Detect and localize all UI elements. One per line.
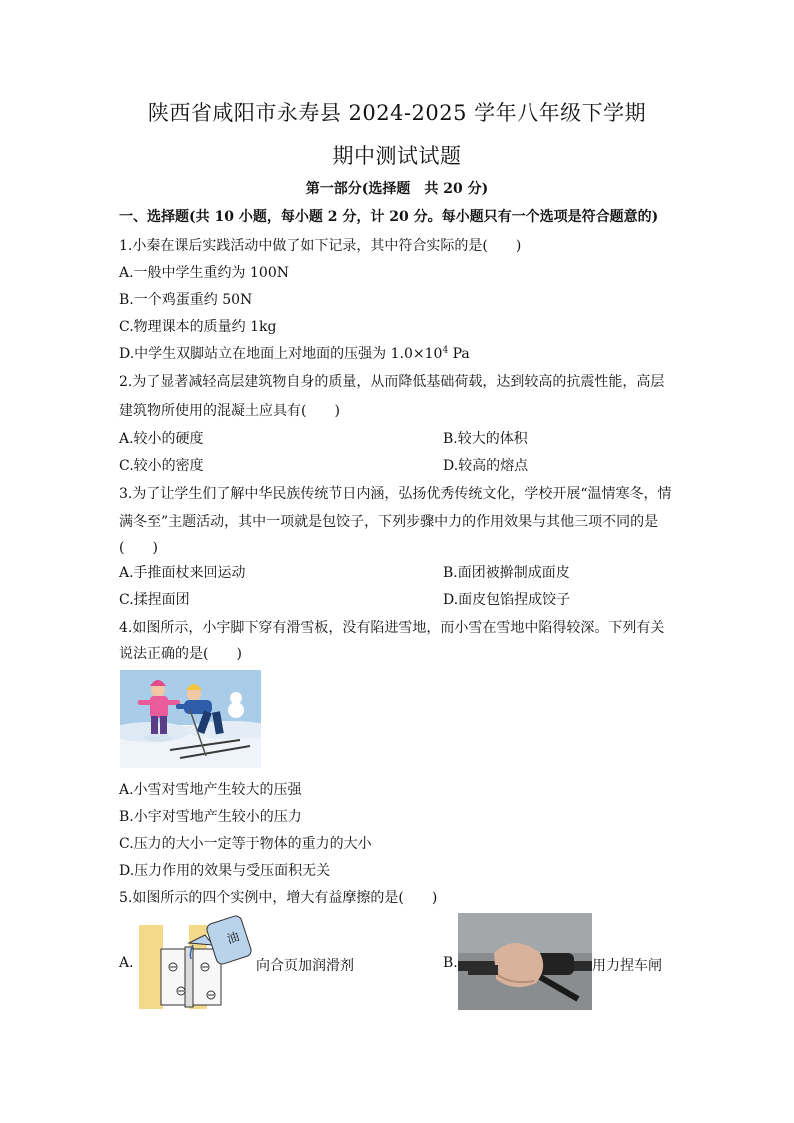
oil-can-label: 油: [225, 929, 242, 947]
q5-option-b-label: B.: [443, 955, 458, 971]
q4-stem-line1: 4.如图所示，小宇脚下穿有滑雪板，没有陷进雪地，而小雪在雪地中陷得较深。下列有关: [119, 620, 665, 636]
q4-option-d: D.压力作用的效果与受压面积无关: [119, 863, 331, 879]
q3-stem-line2: 满冬至”主题活动，其中一项就是包饺子，下列步骤中力的作用效果与其他三项不同的是: [119, 514, 659, 530]
q5-option-a-label: A.: [119, 955, 134, 971]
q1-option-a: A.一般中学生重约为 100N: [119, 265, 289, 281]
q3-option-c: C.揉捏面团: [119, 592, 190, 608]
q3-option-d: D.面皮包馅捏成饺子: [443, 592, 571, 608]
q5-option-b-text: 用力捏车闸: [592, 958, 662, 974]
q1-option-b: B.一个鸡蛋重约 50N: [119, 292, 253, 308]
exam-title-line2: 期中测试试题: [332, 144, 462, 168]
q3-option-a: A.手推面杖来回运动: [119, 565, 246, 581]
q2-option-b: B.较大的体积: [443, 431, 528, 447]
q2-option-a: A.较小的硬度: [119, 431, 204, 447]
q2-option-c: C.较小的密度: [119, 458, 204, 474]
q1-option-d: [119, 343, 470, 363]
q4-stem-line2: 说法正确的是( ): [119, 646, 242, 662]
q3-stem-line3: ( ): [119, 540, 158, 556]
q4-option-a: A.小雪对雪地产生较大的压强: [119, 782, 302, 798]
exam-title-line1: 陕西省咸阳市永寿县 2024-2025 学年八年级下学期: [147, 101, 647, 125]
q2-stem-line2: 建筑物所使用的混凝土应具有( ): [119, 403, 340, 419]
q1-option-d-prefix: D.中学生双脚站立在地面上对地面的压强为 1.0×10: [119, 346, 443, 362]
q3-option-b: B.面团被擀制成面皮: [443, 565, 570, 581]
q1-option-d-suffix: Pa: [448, 346, 470, 362]
skiing-illustration: [120, 670, 261, 768]
bike-brake-photo: [458, 913, 592, 1010]
q2-option-d: D.较高的熔点: [443, 458, 529, 474]
section-instructions: 一、选择题(共 10 小题，每小题 2 分，计 20 分。每小题只有一个选项是符合题意的): [119, 209, 659, 225]
q4-option-b: B.小宇对雪地产生较小的压力: [119, 809, 302, 825]
q4-option-c: C.压力的大小一定等于物体的重力的大小: [119, 836, 372, 852]
q3-stem-line1: 3.为了让学生们了解中华民族传统节日内涵，弘扬优秀传统文化，学校开展“温情寒冬，情: [119, 486, 672, 502]
hinge-oil-illustration: [135, 915, 255, 1009]
section-heading: 第一部分(选择题 共 20 分): [305, 181, 489, 197]
q5-option-a-text: 向合页加润滑剂: [256, 958, 354, 974]
q1-option-d-exponent: 4: [442, 345, 449, 356]
q2-stem-line1: 2.为了显著减轻高层建筑物自身的质量，从而降低基础荷载，达到较高的抗震性能，高层: [119, 374, 665, 390]
q1-option-c: C.物理课本的质量约 1kg: [119, 319, 277, 335]
q1-stem: 1.小秦在课后实践活动中做了如下记录，其中符合实际的是( ): [119, 238, 522, 254]
q5-stem: 5.如图所示的四个实例中，增大有益摩擦的是( ): [119, 890, 438, 906]
